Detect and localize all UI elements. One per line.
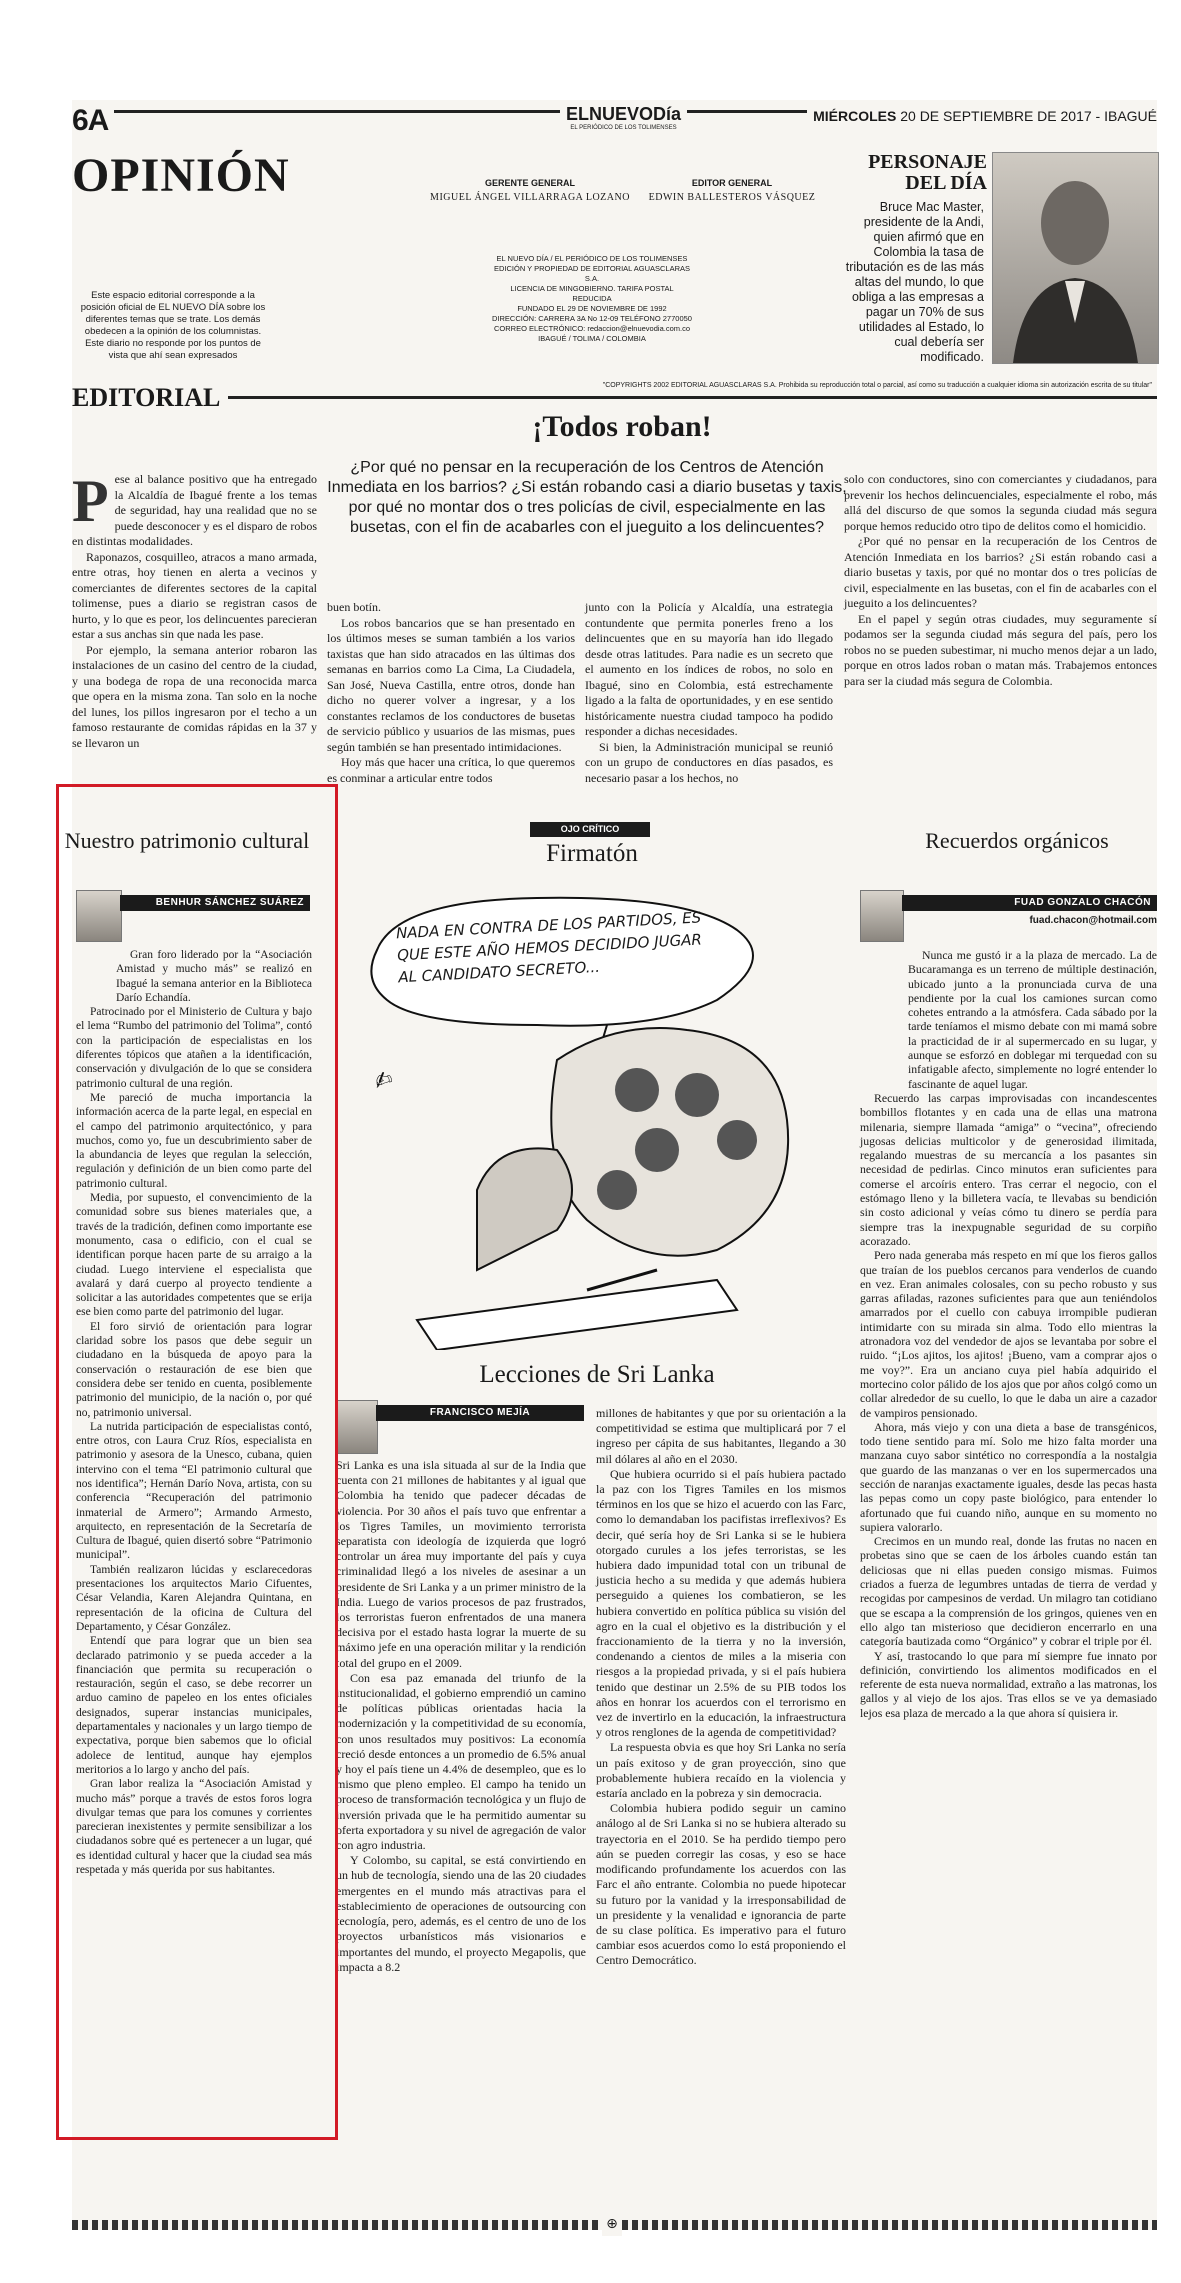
- masthead-logo: [560, 104, 687, 131]
- editorial-label: EDITORIAL: [72, 383, 228, 413]
- recuerdos-paragraph: Ahora, más viejo y con una dieta a base de transgénicos, todo tiene sentido para mí. Solo me hizo falta morder una manzana cuyo sabor sintético no correspondía a la nostalgia que guardo de las manzanas o ver en los supermercados una sección de naranjas exactamente iguales, desde las pecas hasta las pepas como un copy paste biológico, para entender lo afortunado que fui cuando niño, aunque en su momento no supiera valorarlo.: [860, 1419, 1157, 1534]
- editorial-column-4: [844, 472, 1157, 689]
- patrimonio-paragraph: Me pareció de mucha importancia la información acerca de la parte legal, en especial en el campo del patrimonio arquitectónico, y para muchos, como yo, fue un descubrimiento saber de la abundancia de leyes que regulan la selección, regulación y definición de un bien como parte del patrimonio cultural.: [76, 1091, 312, 1190]
- masthead-tagline: EL PERIÓDICO DE LOS TOLIMENSES: [570, 125, 677, 131]
- person-silhouette-icon: [993, 153, 1158, 363]
- personaje-text: Bruce Mac Master, presidente de la Andi, quien afirmó que en Colombia la tasa de tributación es de las más altas del mundo, lo que obliga a las empresas a pagar un 70% de sus utilidades al Estado, lo cual debería ser modificado.: [845, 200, 984, 364]
- general-manager: [430, 178, 630, 203]
- author-photo-mejia: [336, 1400, 378, 1454]
- patrimonio-paragraph: La nutrida participación de especialistas contó, entre otros, con Laura Cruz Ríos, especialista en patrimonio y asesora de la Unesco, cubana, quien intervino con el tema “El patrimonio cultural que nos identifica”; Hernán Darío Nova, artista, con su conferencia “Recuperación del patrimonio inmaterial de Armero”; Armando Armesto, arquitecto, en representación de la Secretaría de Cultura de Ibagué, quien disertó sobre “Patrimonio municipal”.: [76, 1420, 312, 1562]
- patrimonio-paragraph: También realizaron lúcidas y esclarecedoras presentaciones los arquitectos Mario Cifuentes, César Velandia, Karen Alejandra Quintana, en representación de la oficina de Cultura del Departamento, y César González.: [76, 1563, 312, 1633]
- legal-line: IBAGUÉ / TOLIMA / COLOMBIA: [538, 334, 646, 343]
- gm-name: MIGUEL ÁNGEL VILLARRAGA LOZANO: [430, 192, 630, 203]
- editorial-deck: ¿Por qué no pensar en la recuperación de los Centros de Atención Inmediata en los barrios? ¿Si están robando casi a diario busetas y taxis, por qué no montar dos o tres policías de civil, especialmente en las busetas, con el fin de acabarles con el jueguito a los delincuentes?: [327, 459, 847, 536]
- patrimonio-byline: BENHUR SÁNCHEZ SUÁREZ: [120, 895, 310, 911]
- cartoon-illustration: [357, 890, 827, 1350]
- copyright-note: "COPYRIGHTS 2002 EDITORIAL AGUASCLARAS S.A. Prohibida su reproducción total o parcial, así como su traducción a cualquier idioma sin autorización escrita de su titular": [602, 382, 1152, 389]
- general-editor: [632, 178, 832, 203]
- editorial-dropcap: P: [72, 468, 109, 534]
- page-number: 6A: [72, 104, 114, 138]
- personaje-title-1: PERSONAJE: [868, 151, 987, 173]
- editorial-paragraph: buen botín.: [327, 600, 381, 614]
- date-day: MIÉRCOLES: [813, 108, 897, 124]
- personaje-title-2: DEL DÍA: [905, 172, 987, 194]
- patrimonio-paragraph: Patrocinado por el Ministerio de Cultura y bajo el lema “Rumbo del patrimonio del Tolima”, contó con la participación de especialistas en los diferentes tópicos que atañen a la identificación, conservación y divulgación de lo que se considera patrimonio cultural de una región.: [76, 1006, 312, 1090]
- editorial-rule: [72, 396, 1157, 399]
- legal-line: LICENCIA DE MINGOBIERNO. TARIFA POSTAL REDUCIDA: [510, 284, 674, 303]
- editorial-column-2: [327, 600, 575, 786]
- editorial-paragraph: ¿Por qué no pensar en la recuperación de los Centros de Atención Inmediata en los barrios? ¿Si están robando casi a diario busetas y taxis, por qué no montar dos o tres policías de civil, especialmente en las busetas, con el fin de acabarles con el jueguito a los delincuentes?: [844, 534, 1157, 610]
- ed-name: EDWIN BALLESTEROS VÁSQUEZ: [648, 192, 816, 203]
- legal-line: EDICIÓN Y PROPIEDAD DE EDITORIAL AGUASCLARAS S.A.: [493, 264, 691, 283]
- editorial-paragraph: ese al balance positivo que ha entregado la Alcaldía de Ibagué frente a los temas de seguridad, hay una realidad que no se puede desconocer y es el disparo de robos en distintas modalidades.: [72, 472, 317, 548]
- editorial-column-3: [585, 600, 833, 786]
- patrimonio-paragraph: Gran labor realiza la “Asociación Amistad y mucho más” porque a través de estos foros logra divulgar temas que para los comunes y corrientes parecieran inexistentes y permite sensibilizar a los ciudadanos sobre qué es pertenecer a un lugar, qué es identidad cultural y hacer que la ciudad sea más respetada y más querida por sus habitantes.: [76, 1778, 312, 1876]
- srilanka-paragraph: millones de habitantes y que por su orientación a la competitividad se estima que multiplicará por 7 el ingreso per cápita de sus habitantes, llegando a 30 mil dólares al año en el 2030.: [596, 1406, 846, 1466]
- srilanka-paragraph: Sri Lanka es una isla situada al sur de la India que cuenta con 21 millones de habitantes y al igual que Colombia ha tenido que padecer décadas de violencia. Por 30 años el país tuvo que enfrentar a los Tigres Tamiles, un movimiento terrorista separatista con ideología de izquierda que logró controlar un área muy importante del país y cuya criminalidad llegó a los niveles de asesinar a un presidente de Sri Lanka y a un primer ministro de la India. Luego de varios procesos de paz frustrados, los terroristas fueron enfrentados de una manera decisiva por el estado hasta lograr la muerte de su máximo jefe en una operación militar y la rendición total del grupo en el 2009.: [336, 1458, 586, 1670]
- patrimonio-paragraph: Entendí que para lograr que un bien sea declarado patrimonio y se pueda acceder a la financiación que permita su recuperación o restauración, según el caso, se debe recorrer un arduo camino de papeleo en los entes oficiales designados, superar instancias municipales, departamentales y nacionales y un largo tiempo de expectativa, porque bien sabemos que lo oficial adolece de lentitud, aunque hay ejemplos meritorios a lo largo y ancho del país.: [76, 1635, 312, 1776]
- section-title: OPINIÓN: [72, 149, 290, 202]
- srilanka-paragraph: Colombia hubiera podido seguir un camino análogo al de Sri Lanka si no se hubiera alterado su trayectoria en el 2010. Se ha perdido tiempo pero aún se pueden corregir las cosas, y eso se hace modificando profundamente los acuerdos con las Farc el año entrante. Colombia no puede hipotecar su futuro por la vanidad y la irresponsabilidad de un presidente y la venalidad e ignorancia de parte de su clase política. Es imperativo para el futuro cambiar esos acuerdos como lo está proponiendo el Centro Democrático.: [596, 1801, 846, 1968]
- editorial-paragraph: Por ejemplo, la semana anterior robaron las instalaciones de un casino del centro de la ciudad, y una bodega de ropa de una reconocida marca que opera en la misma zona. Tan solo en la noche del lunes, los pillos ingresaron por el techo a un famoso restaurante de comidas rápidas en la 37 y se llevaron un: [72, 642, 317, 750]
- srilanka-paragraph: Con esa paz emanada del triunfo de la institucionalidad, el gobierno emprendió un camino de políticas públicas orientadas hacia la modernización y la competitividad de su economía, con unos resultados muy positivos: La economía creció desde entonces a un promedio de 6.5% anual y hoy el país tiene un 4.4% de desempleo, que es lo mismo que pleno empleo. El campo ha tenido un proceso de transformación tecnológica y un flujo de inversión privada que le ha permitido aumentar su oferta exportadora y su nivel de agregación de valor con agro industria.: [336, 1670, 586, 1853]
- srilanka-paragraph: Y Colombo, su capital, se está convirtiendo en un hub de tecnología, siendo una de las 20 ciudades emergentes en el mundo más atractivas para el establecimiento de operaciones de outsourcing con tecnología, pero, además, es el centro de uno de los proyectos urbanísticos más visionarios e importantes del mundo, el proyecto Megapolis, que impacta a 8.2: [336, 1853, 586, 1974]
- editorial-disclaimer: Este espacio editorial corresponde a la posición oficial de EL NUEVO DÍA sobre los diferentes temas que se trate. Los demás obedecen a la opinión de los columnistas. Este diario no responde por los puntos de vista que ahí sean expresados: [80, 290, 266, 361]
- srilanka-headline: Lecciones de Sri Lanka: [479, 1361, 715, 1388]
- editorial-column-1: [72, 468, 317, 751]
- editorial-paragraph: junto con la Policía y Alcaldía, una estrategia contundente que permita ponerles freno a los delincuentes que en su mayoría han ido llegado desde otras latitudes. Para nadie es un secreto que el aumento en los índices de robos, no solo en Ibagué, sino en Colombia, está estrechamente ligado a la falta de oportunidades, y en ese sentido históricamente nuestra ciudad tampoco ha podido responder a dichas necesidades.: [585, 600, 833, 738]
- recuerdos-paragraph: Recuerdo las carpas improvisadas con incandescentes bombillos flotantes y en cada una de ellas una matrona milenaria, siempre llamada “amiga” o “vecina”, ofreciendo jugosas delicias multicolor y de generosidad ilimitada, regalando muestras de su mercancía a los pasantes sin necesidad de pedirlas. Cinco minutos eran suficientes para comerse el arcoíris entero. Tras cerrar el negocio, con el estómago lleno y la billetera vacía, te llevabas su bendición sin costo adicional y veías cómo tu dinero se perdía para siempre tras la inexpugnable seguridad de su corpiño acorazado.: [860, 1090, 1157, 1248]
- patrimonio-paragraph: El foro sirvió de orientación para lograr claridad sobre los pasos que debe seguir un ciudadano en la búsqueda de apoyo para la conservación o restauración de ese bien que considera debe ser tenido en cuenta, posiblemente patrimonio del municipio, de la nación o, por qué no, patrimonio universal.: [76, 1320, 312, 1419]
- editorial-paragraph: En el papel y según otras ciudades, muy seguramente sí podamos ser la segunda ciudad más segura del país, pero los robos no se pueden subestimar, ni mucho menos dejar a un lado, porque en otros lados roban o matan más. Trabajemos entonces para ser la ciudad más segura de Colombia.: [844, 611, 1157, 688]
- srilanka-paragraph: Que hubiera ocurrido si el país hubiera pactado la paz con los Tigres Tamiles en los mismos términos en los que se hizo el acuerdo con las Farc, como lo demandaban los pacifistas irreflexivos? Es decir, qué sería hoy de Sri Lanka si se le hubiera otorgado curules a los jefes terroristas, se les hubiera dado impunidad total con un tribunal de justicia hecho a su medida y que además hubiera perseguido a quienes los combatieron, se les hubiera convertido en política pública su visión del agro en la cual el objetivo es la distribución y el fraccionamiento de la tierra y no la inversión, condenando a cientos de miles a la miseria con riesgos a la propiedad privada, y si el país hubiera tenido que destinar un 2.5% de su PIB todos los años en honrar los acuerdos con el terrorismo en vez de invertirlo en la educación, la infraestructura y otros renglones de la agenda de competitividad?: [596, 1466, 846, 1740]
- patrimonio-paragraph: Gran foro liderado por la “Asociación Amistad y mucho más” se realizó en Ibagué la semana anterior en la Biblioteca Darío Echandía.: [116, 949, 312, 1004]
- personaje-title: [868, 152, 987, 194]
- srilanka-column-1: [336, 1458, 586, 1975]
- srilanka-paragraph: La respuesta obvia es que hoy Sri Lanka no sería un país exitoso y de gran proyección, sino que probablemente hubiera recaído en la violencia y estaría anclado en la pobreza y sin democracia.: [596, 1740, 846, 1801]
- ed-role: EDITOR GENERAL: [691, 178, 773, 188]
- legal-line: DIRECCIÓN: CARRERA 3A No 12-09 TELÉFONO 2770050: [492, 314, 692, 323]
- date-line: [807, 108, 1157, 124]
- recuerdos-paragraph: Pero nada generaba más respeto en mí que los fieros gallos que traían de los pueblos cercanos para venderlos de cuando en vez. Eran animales colosales, con su pecho robusto y sus garras afiladas, razones suficientes para que aun teniéndolos amarrados por el cuello con cabuya irrompible pudieran intimidarte con su mirada sin alma. Todo ello mientras la atronadora voz del vendedor de ajos se levantaba por sobre el ruido. “¡Los ajitos, los ajitos! ¡Bueno, vam a comprar ajos o me voy?”. Era un anciano cuya piel había adquirido el mortecino color pálido de los ajos que por años colgó como un collar alrededor de su cuello, lo que le daba un aire a cazador de vampiros pensionado.: [860, 1248, 1157, 1420]
- registration-mark-icon: ⊕: [602, 2216, 622, 2236]
- date-rest: 20 DE SEPTIEMBRE DE 2017 - IBAGUÉ: [900, 108, 1157, 124]
- editorial-paragraph: Si bien, la Administración municipal se reunió con un grupo de conductores en días pasados, es necesario pasar a los hechos, no: [585, 739, 833, 785]
- recuerdos-byline: FUAD GONZALO CHACÓN: [902, 895, 1157, 911]
- cartoon-title: Firmatón: [546, 840, 638, 867]
- legal-info: [492, 254, 692, 344]
- editorial-paragraph: Raponazos, cosquilleo, atracos a mano armada, entre otras, hoy tienen en alerta a vecinos y comerciantes de diferentes sectores de la capital tolimense, pues a diario se registran casos de hurto, y lo que es peor, los delincuentes parecieran estar a sus anchas sin que nada les pase.: [72, 549, 317, 641]
- legal-line: FUNDADO EL 29 DE NOVIEMBRE DE 1992: [517, 304, 667, 313]
- personaje-photo: [992, 152, 1159, 364]
- recuerdos-email[interactable]: fuad.chacon@hotmail.com: [1029, 915, 1157, 926]
- masthead-name: ELNUEVODía: [566, 104, 682, 124]
- recuerdos-paragraph: Nunca me gustó ir a la plaza de mercado. La de Bucaramanga es un terreno de múltiple destinación, ubicado junto a la pronunciada curva de una pendiente por la cual los camiones surcan como cohetes entrando a la atmósfera. Cada sábado por la tarde teníamos el mismo debate con mi mamá sobre la practicidad de ir al supermercado en su lugar, y aunque se esforzó en doblegar mi terquedad con su infatigable afecto, simplemente no logré entender lo fascinante de aquel lugar.: [908, 948, 1157, 1091]
- editorial-paragraph: solo con conductores, sino con comerciantes y ciudadanos, para prevenir los hechos delincuenciales, especialmente el robo, más allá del discurso de que somos la segunda ciudad más segura porque hemos reducido otro tipo de delitos como el homicidio.: [844, 472, 1157, 533]
- svg-text:✍: ✍: [370, 1065, 397, 1096]
- recuerdos-body: [860, 948, 1157, 1720]
- gm-role: GERENTE GENERAL: [484, 178, 575, 188]
- editorial-paragraph: Hoy más que hacer una crítica, lo que queremos es conminar a articular entre todos: [327, 755, 575, 785]
- author-photo-chacon: [860, 890, 904, 942]
- srilanka-byline: FRANCISCO MEJÍA: [376, 1405, 584, 1421]
- ojo-critico-label: OJO CRÍTICO: [530, 822, 650, 837]
- highlight-box: [56, 784, 338, 2140]
- recuerdos-paragraph: Y así, trastocando lo que para mí siempre fue innato por definición, convirtiendo los alimentos modificados en el referente de esta nueva normalidad, extraño a las matronas, los gallos y al viejo de los ajos. Tras ellos se ve ya demasiado lejos esa plaza de mercado a la que ahora sí quisiera ir.: [860, 1648, 1157, 1720]
- cartoon-speech-bubble: NADA EN CONTRA DE LOS PARTIDOS, ES QUE ESTE AÑO HEMOS DECIDIDO JUGAR AL CANDIDATO SECRETO...: [395, 908, 703, 987]
- legal-line: EL NUEVO DÍA / EL PERIÓDICO DE LOS TOLIMENSES: [496, 254, 688, 263]
- editorial-paragraph: Los robos bancarios que se han presentado en los últimos meses se suman también a los varios taxistas que han sido atracados en las últimas dos semanas en barrios como La Cima, La Ciudadela, San José, Nueva Castilla, entre otros, donde han dicho no querer volver a ingresar, y a los constantes reclamos de los conductores de busetas de servicio público y usuarios de las mismas, pues según también se han presentado intimidaciones.: [327, 615, 575, 754]
- recuerdos-paragraph: Crecimos en un mundo real, donde las frutas no nacen en probetas sino que se caen de los árboles cuando están tan deliciosas que ni ellas pueden consigo mismas. Fuimos criados a fuerza de legumbres untadas de tierra de verdad y recogidas por campesinos de verdad. Un milagro tan cotidiano que se escapa a la comprensión de los gringos, quienes ven en ello algo tan misterioso que decidieron encerrarlo en una categoría bautizada como “Orgánico” y cobrar el triple por él.: [860, 1534, 1157, 1649]
- srilanka-column-2: [596, 1406, 846, 1969]
- editorial-headline: ¡Todos roban!: [532, 410, 712, 443]
- patrimonio-headline: Nuestro patrimonio cultural: [64, 828, 310, 853]
- patrimonio-paragraph: Media, por supuesto, el convencimiento de la comunidad sobre sus bienes materiales que, a través de la tradición, definen como importante ese monumento, casa o edificio, con el cual se identifican porque hacen parte de su arraigo a la ciudad. Luego interviene el especialista que avalará y dará cuerpo al proyecto tendiente a solicitar a las autoridades competentes que se erija ese bien como parte del patrimonio del lugar.: [76, 1192, 312, 1319]
- recuerdos-headline: Recuerdos orgánicos: [925, 828, 1109, 853]
- legal-line: CORREO ELECTRÓNICO: redaccion@elnuevodia.com.co: [493, 324, 690, 333]
